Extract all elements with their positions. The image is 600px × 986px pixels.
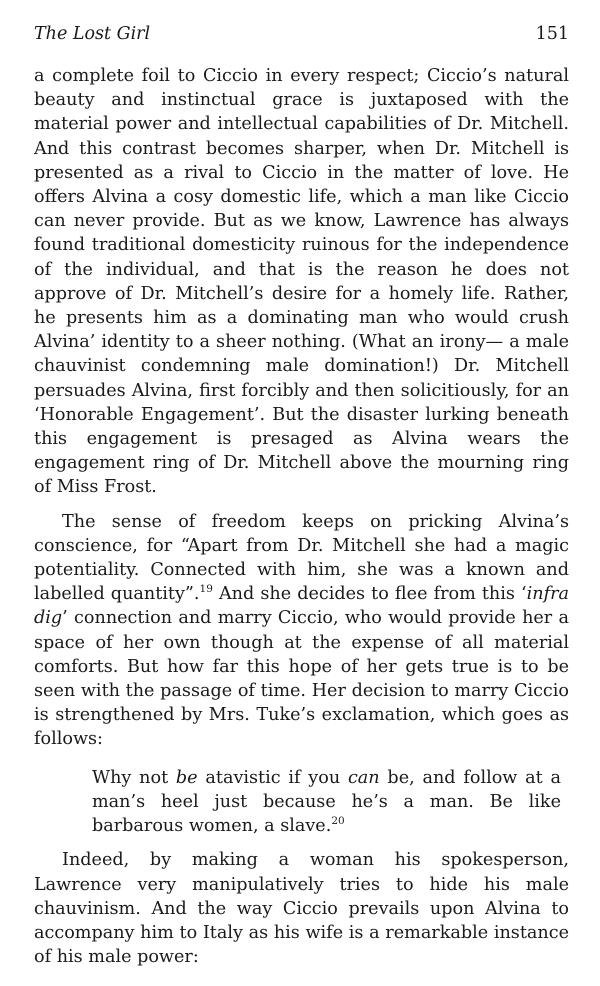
text-run: atavistic if you (197, 767, 348, 788)
footnote-marker: 19 (199, 583, 213, 596)
footnote-marker: 20 (331, 815, 345, 828)
paragraph (34, 64, 569, 500)
page-number: 151 (535, 24, 569, 44)
emphasis: can (347, 767, 380, 788)
text-run: be, and follow at a man’s heel just because he’s a man. Be like barbarous women, a slave. (92, 767, 561, 837)
running-title: The Lost Girl (34, 24, 151, 44)
text-run: The sense of freedom keeps on pricking Alvina’s conscience, for “Apart from Dr. Mitchell she had a magic potentiality. Connected with him, she was a known and labelled quantity”. (34, 511, 569, 605)
block-quote (92, 766, 561, 839)
running-head (34, 24, 569, 44)
text-run: Why not (92, 767, 176, 788)
text-run: ’ connection and marry Ciccio, who would provide her a space of her own though at the expense of all material comforts. But how far this hope of her gets true is to be seen with the passage of time. Her decision to marry Ciccio is strengthened by Mrs. Tuke’s exclamation, which goes as follows: (34, 608, 569, 750)
text-run: a complete foil to Ciccio in every respect; Ciccio’s natural beauty and instinctual grace is juxtaposed with the material power and intellectual capabilities of Dr. Mitchell. And this contrast becomes sharper, when Dr. Mitchell is presented as a rival to Ciccio in the matter of love. He offers Alvina a cosy domestic life, which a man like Ciccio can never provide. But as we know, Lawrence has always found traditional domesticity ruinous for the independence of the individual, and that is the reason he does not approve of Dr. Mitchell’s desire for a homely life. Rather, he presents him as a dominating man who would crush Alvina’ identity to a sheer nothing. (What an irony— a male chauvinist condemning male domination!) Dr. Mitchell persuades Alvina, first forcibly and then solicitiously, for an ‘Honorable Engagement’. But the disaster lurking beneath this engagement is presaged as Alvina wears the engagement ring of Dr. Mitchell above the mourning ring of Miss Frost. (34, 66, 569, 498)
text-run: Indeed, by making a woman his spokesperson, Lawrence very manipulatively tries to hide his male chauvinism. And the way Ciccio prevails upon Alvina to accompany him to Italy as his wife is a remarkable instance of his male power: (34, 850, 569, 968)
body-text (34, 64, 569, 969)
paragraph (34, 848, 569, 969)
emphasis: be (175, 767, 198, 788)
paragraph (34, 510, 569, 752)
text-run: And she decides to flee from this ‘ (212, 584, 527, 605)
emphasis: infra dig (34, 584, 569, 629)
